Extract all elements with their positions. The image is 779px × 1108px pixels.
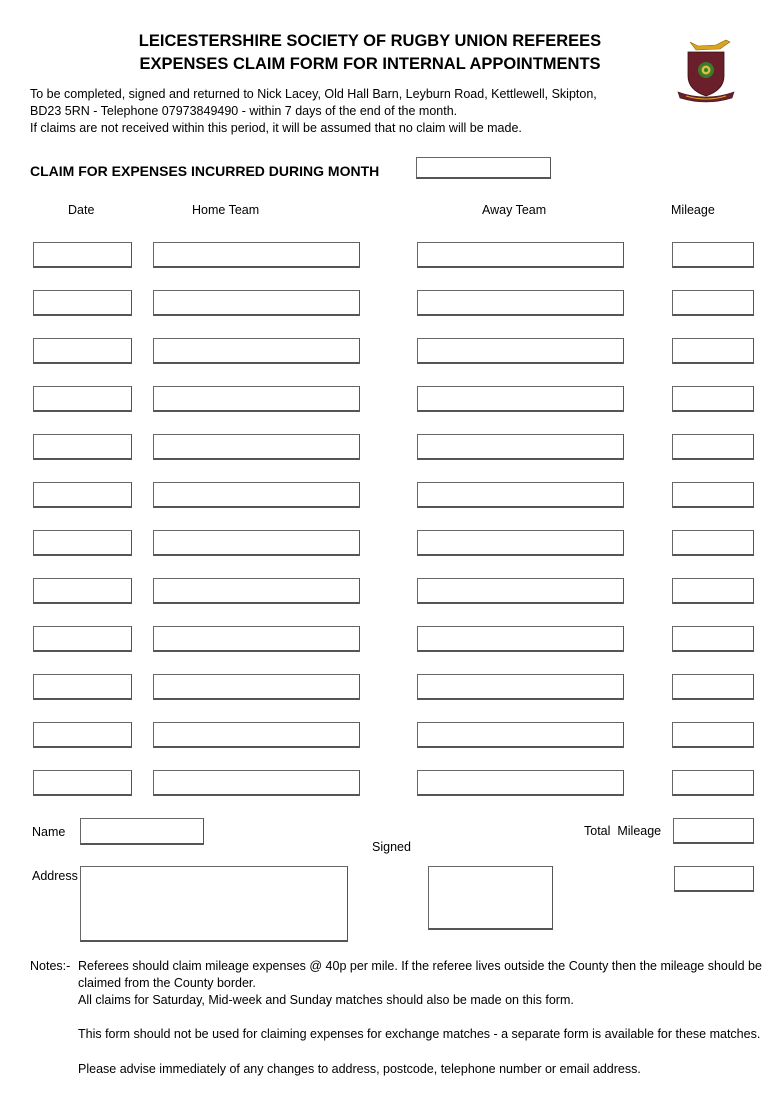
date-input[interactable] bbox=[33, 482, 132, 508]
mileage-input[interactable] bbox=[672, 578, 754, 604]
home-team-input[interactable] bbox=[153, 290, 360, 316]
mileage-input[interactable] bbox=[672, 290, 754, 316]
notes-label: Notes:- bbox=[30, 959, 71, 973]
mileage-input[interactable] bbox=[672, 674, 754, 700]
notes-line-3: All claims for Saturday, Mid-week and Sunday matches should also be made on this form. bbox=[78, 993, 574, 1007]
date-input[interactable] bbox=[33, 434, 132, 460]
away-team-input[interactable] bbox=[417, 722, 624, 748]
claim-month-heading: CLAIM FOR EXPENSES INCURRED DURING MONTH bbox=[30, 163, 380, 179]
notes-line-1: Referees should claim mileage expenses @ 40p per mile. If the referee lives outside the County then the mileage should be bbox=[78, 959, 762, 973]
mileage-input[interactable] bbox=[672, 530, 754, 556]
address-label: Address bbox=[32, 869, 78, 883]
home-team-input[interactable] bbox=[153, 722, 360, 748]
column-header-date: Date bbox=[68, 203, 95, 217]
total-mileage-input[interactable] bbox=[673, 818, 754, 844]
home-team-input[interactable] bbox=[153, 674, 360, 700]
away-team-input[interactable] bbox=[417, 242, 624, 268]
date-input[interactable] bbox=[33, 386, 132, 412]
away-team-input[interactable] bbox=[417, 338, 624, 364]
column-header-home-team: Home Team bbox=[192, 203, 260, 217]
notes-line-2: claimed from the County border. bbox=[78, 976, 256, 990]
home-team-input[interactable] bbox=[153, 386, 360, 412]
form-title-line2: EXPENSES CLAIM FORM FOR INTERNAL APPOINTMENTS bbox=[139, 55, 601, 73]
away-team-input[interactable] bbox=[417, 578, 624, 604]
date-input[interactable] bbox=[33, 770, 132, 796]
notes-line-4: This form should not be used for claiming expenses for exchange matches - a separate form is available for these matches. bbox=[78, 1027, 761, 1041]
away-team-input[interactable] bbox=[417, 626, 624, 652]
date-input[interactable] bbox=[33, 242, 132, 268]
column-header-away-team: Away Team bbox=[482, 203, 547, 217]
away-team-input[interactable] bbox=[417, 674, 624, 700]
claim-month-input[interactable] bbox=[416, 157, 551, 179]
home-team-input[interactable] bbox=[153, 242, 360, 268]
intro-line-3: If claims are not received within this period, it will be assumed that no claim will be made. bbox=[30, 121, 522, 135]
home-team-input[interactable] bbox=[153, 338, 360, 364]
total-mileage-label: Total Mileage bbox=[584, 824, 662, 838]
away-team-input[interactable] bbox=[417, 482, 624, 508]
column-header-mileage: Mileage bbox=[671, 203, 715, 217]
away-team-input[interactable] bbox=[417, 434, 624, 460]
address-textarea[interactable] bbox=[80, 866, 348, 942]
society-crest-icon bbox=[676, 36, 736, 106]
date-input[interactable] bbox=[33, 578, 132, 604]
mileage-input[interactable] bbox=[672, 386, 754, 412]
date-input[interactable] bbox=[33, 530, 132, 556]
date-input[interactable] bbox=[33, 290, 132, 316]
date-input[interactable] bbox=[33, 338, 132, 364]
mileage-input[interactable] bbox=[672, 434, 754, 460]
away-team-input[interactable] bbox=[417, 386, 624, 412]
mileage-input[interactable] bbox=[672, 770, 754, 796]
home-team-input[interactable] bbox=[153, 626, 360, 652]
away-team-input[interactable] bbox=[417, 530, 624, 556]
name-input[interactable] bbox=[80, 818, 204, 845]
home-team-input[interactable] bbox=[153, 530, 360, 556]
away-team-input[interactable] bbox=[417, 770, 624, 796]
home-team-input[interactable] bbox=[153, 434, 360, 460]
date-input[interactable] bbox=[33, 722, 132, 748]
name-label: Name bbox=[32, 825, 66, 839]
intro-line-2: BD23 5RN - Telephone 07973849490 - within 7 days of the end of the month. bbox=[30, 104, 458, 118]
mileage-input[interactable] bbox=[672, 626, 754, 652]
mileage-input[interactable] bbox=[672, 242, 754, 268]
home-team-input[interactable] bbox=[153, 578, 360, 604]
date-input[interactable] bbox=[33, 674, 132, 700]
home-team-input[interactable] bbox=[153, 482, 360, 508]
mileage-input[interactable] bbox=[672, 338, 754, 364]
intro-line-1: To be completed, signed and returned to Nick Lacey, Old Hall Barn, Leyburn Road, Kettlewell, Skipton, bbox=[30, 87, 597, 101]
home-team-input[interactable] bbox=[153, 770, 360, 796]
date-input[interactable] bbox=[33, 626, 132, 652]
away-team-input[interactable] bbox=[417, 290, 624, 316]
mileage-input[interactable] bbox=[672, 722, 754, 748]
signature-box[interactable] bbox=[428, 866, 553, 930]
form-title-line1: LEICESTERSHIRE SOCIETY OF RUGBY UNION REFEREES bbox=[138, 32, 602, 50]
notes-line-5: Please advise immediately of any changes to address, postcode, telephone number or email address. bbox=[78, 1062, 641, 1076]
mileage-input[interactable] bbox=[672, 482, 754, 508]
extra-mileage-box[interactable] bbox=[674, 866, 754, 892]
signed-label: Signed bbox=[372, 840, 411, 854]
